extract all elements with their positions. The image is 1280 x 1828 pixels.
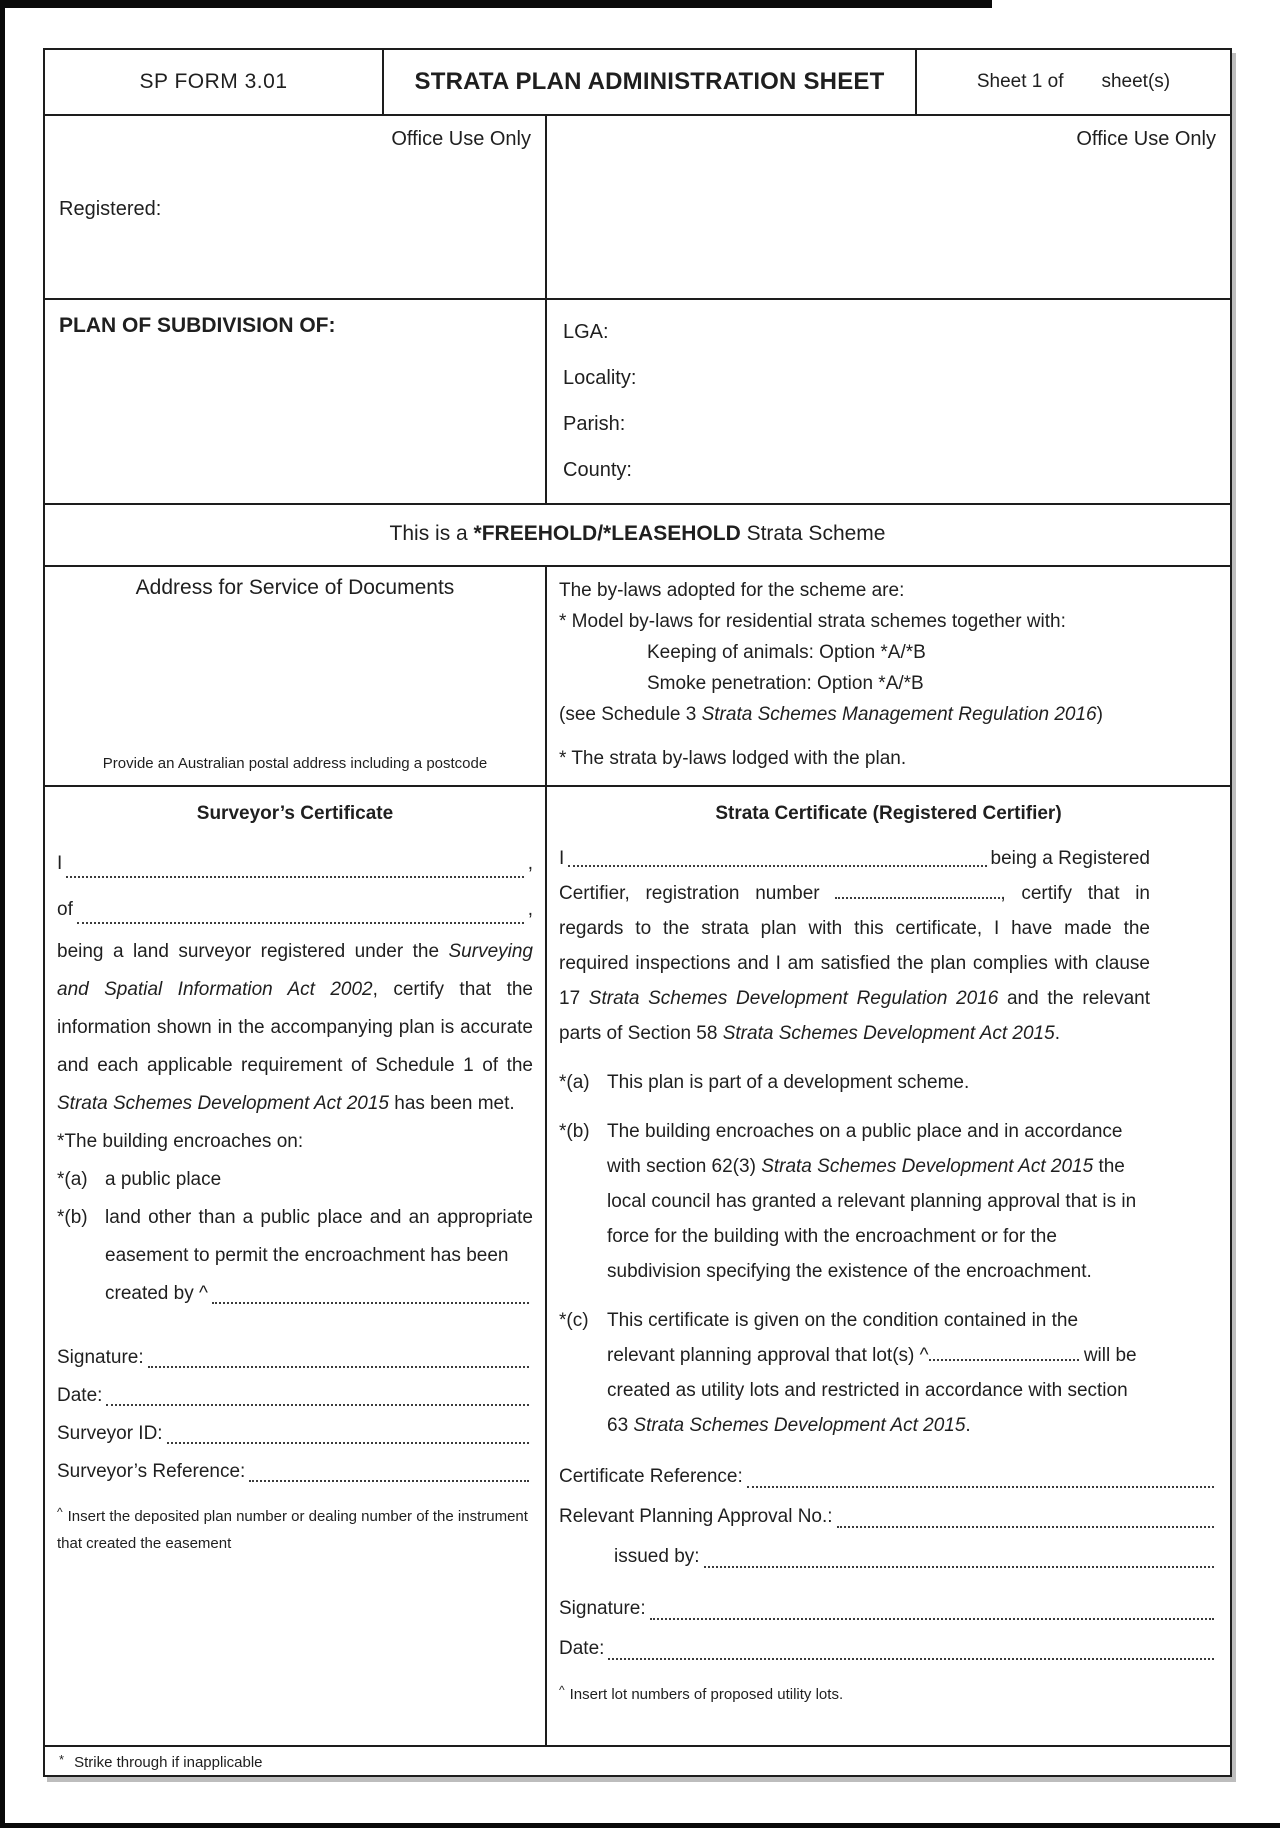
strata-certification-text: Certifier, registration number , certify that in regards to the strata plan with this certificate, I have made the required inspections and I am satisfied the plan complies with clause 17 Strata Schemes Development Regulation 2016 and the relevant parts of Section 58 Strata Schemes Development Act 2015. [559,883,1150,1044]
plan-of-subdivision-row [45,298,1230,503]
sheet-suffix: sheet(s) [1101,71,1171,92]
strata-item-a [559,1065,1150,1100]
bylaws-option-smoke: Smoke penetration: Option *A/*B [647,673,924,694]
address-bylaws-row [45,565,1230,785]
surveyor-date-line [57,1377,533,1415]
address-for-service-title: Address for Service of Documents [135,576,455,599]
surveyor-footnote-text: Insert the deposited plan number or dealing number of the instrument that created the easement [57,1508,528,1552]
bylaws-model-line: * Model by-laws for residential strata schemes together with: [559,611,1066,632]
form-code: SP FORM 3.01 [139,70,288,93]
surveyor-footnote-marker: ^ [57,1505,63,1519]
strata-item-b-text: The building encroaches on a public place and in accordance with section 62(3) Strata Schemes Development Act 2015 the local council has granted a relevant planning approval that is in force for the building with the encroachment or for the subdivision specifying the existence of the encroachment. [607,1121,1137,1282]
strata-item-c-text: This certificate is given on the condition contained in the relevant planning approval that lot(s) ^ will be created as utility lots and restricted in accordance with section 63 Strata Schemes Development Act 2015. [607,1310,1137,1436]
scheme-type-row [45,503,1230,565]
strata-item-c-marker: *(c) [559,1310,589,1331]
surveyor-date-label: Date: [57,1385,103,1406]
certifier-date-line [559,1629,1218,1669]
strata-item-c [559,1303,1150,1443]
strata-item-a-marker: *(a) [559,1072,590,1093]
encroachment-intro: *The building encroaches on: [57,1131,304,1152]
surveyor-certification-text: being a land surveyor registered under the Surveying and Spatial Information Act 2002, certify that the information shown in the accompanying plan is accurate and each applicable requirement of Schedule 1 of the Strata Schemes Development Act 2015 has been met. [57,941,533,1114]
certificate-reference-label: Certificate Reference: [559,1466,743,1487]
certificate-reference-line [559,1457,1218,1497]
surveyors-certificate-title: Surveyor’s Certificate [196,803,394,824]
sheet-counter [917,50,1230,114]
surveyor-item-b-marker: *(b) [57,1207,88,1228]
registered-cell [45,116,547,298]
strata-footnote-text: Insert lot numbers of proposed utility lots. [569,1686,844,1703]
certifier-name-prefix: I [559,848,565,869]
scan-edge-top [0,0,992,8]
locality-label: Locality: [563,367,637,389]
form-header-row [45,50,1230,114]
bylaws-intro: The by-laws adopted for the scheme are: [559,580,905,601]
scan-edge-left [0,0,5,1828]
surveyor-item-a-marker: *(a) [57,1169,88,1190]
strata-item-a-text: This plan is part of a development scheme. [607,1072,970,1093]
strata-certificate-cell [547,787,1230,1745]
surveyor-name-line: I , [57,841,533,887]
surveyor-address-prefix: of [57,899,73,920]
planning-approval-blank [837,1526,1214,1528]
certifier-name-blank [568,865,986,867]
surveyor-footnote [57,1499,533,1557]
strata-footnote-marker: ^ [559,1683,565,1697]
form-title: STRATA PLAN ADMINISTRATION SHEET [382,50,917,114]
surveyor-reference-label: Surveyor’s Reference: [57,1461,246,1482]
office-use-only-label-right: Office Use Only [1076,128,1216,150]
issued-by-label: issued by: [614,1546,700,1567]
bylaws-schedule-line: (see Schedule 3 Strata Schemes Management Regulation 2016) [559,704,1103,725]
certifier-date-label: Date: [559,1638,605,1659]
planning-approval-label: Relevant Planning Approval No.: [559,1506,833,1527]
office-use-only-label-left: Office Use Only [391,128,531,150]
certifier-name-line: I being a Registered [559,841,1150,876]
registered-label: Registered: [59,198,162,220]
plan-of-subdivision-label: PLAN OF SUBDIVISION OF: [59,314,336,337]
office-use-row [45,114,1230,298]
locality-fields-cell [547,300,1230,503]
created-by-blank [212,1302,529,1304]
certifier-signature-blank [650,1618,1214,1620]
strata-certificate-title: Strata Certificate (Registered Certifier) [715,803,1062,824]
surveyor-signature-blank [148,1366,529,1368]
surveyor-reference-line [57,1453,533,1491]
created-by-line [105,1275,533,1313]
bylaws-text [547,567,1230,774]
surveyor-reference-blank [249,1480,529,1482]
surveyor-signature-label: Signature: [57,1347,144,1368]
strike-note-text: Strike through if inapplicable [74,1754,263,1771]
sheet-prefix: Sheet 1 of [976,71,1064,92]
surveyor-item-a [57,1161,533,1199]
bylaws-lodged-line: * The strata by-laws lodged with the plan. [559,748,907,769]
issued-by-line [559,1537,1218,1577]
surveyor-name-blank [66,876,523,878]
office-use-cell-right [547,116,1230,298]
strata-item-b-marker: *(b) [559,1121,590,1142]
surveyor-address-blank [77,922,524,924]
surveyor-name-prefix: I [57,853,63,874]
surveyor-id-blank [167,1442,529,1444]
surveyor-id-line [57,1415,533,1453]
scan-edge-bottom [0,1823,1280,1828]
address-for-service-cell [45,567,547,785]
strata-plan-administration-sheet [43,48,1232,1777]
certifier-signature-label: Signature: [559,1598,646,1619]
county-label: County: [563,459,632,481]
certificate-reference-blank [747,1486,1214,1488]
strike-note-marker: * [59,1752,65,1767]
strike-through-note-row [45,1745,1230,1775]
surveyor-item-b-text [105,1199,533,1313]
certificates-row [45,785,1230,1745]
surveyor-item-b-paragraph: land other than a public place and an appropriate easement to permit the encroachment has been [105,1207,533,1266]
certifier-date-blank [608,1658,1214,1660]
planning-approval-line [559,1497,1218,1537]
strata-item-b [559,1114,1150,1289]
plan-of-subdivision-cell [45,300,547,503]
surveyors-certificate-cell [45,787,547,1745]
certifier-signature-line [559,1589,1218,1629]
surveyor-item-a-text: a public place [105,1169,222,1190]
locality-fields-list [547,300,1230,480]
surveyor-address-line: of , [57,887,533,933]
parish-label: Parish: [563,413,626,435]
surveyor-id-label: Surveyor ID: [57,1423,163,1444]
created-by-label: created by ^ [105,1283,208,1304]
lga-label: LGA: [563,321,609,343]
bylaws-cell [547,567,1230,785]
address-postcode-note: Provide an Australian postal address including a postcode [102,755,488,772]
surveyor-date-blank [106,1404,529,1406]
surveyor-signature-line [57,1339,533,1377]
strata-footnote [559,1677,1218,1708]
scheme-type-statement: This is a *FREEHOLD/*LEASEHOLD Strata Scheme [389,522,886,545]
surveyor-item-b [57,1199,533,1313]
bylaws-option-animals: Keeping of animals: Option *A/*B [647,642,926,663]
issued-by-blank [704,1566,1214,1568]
